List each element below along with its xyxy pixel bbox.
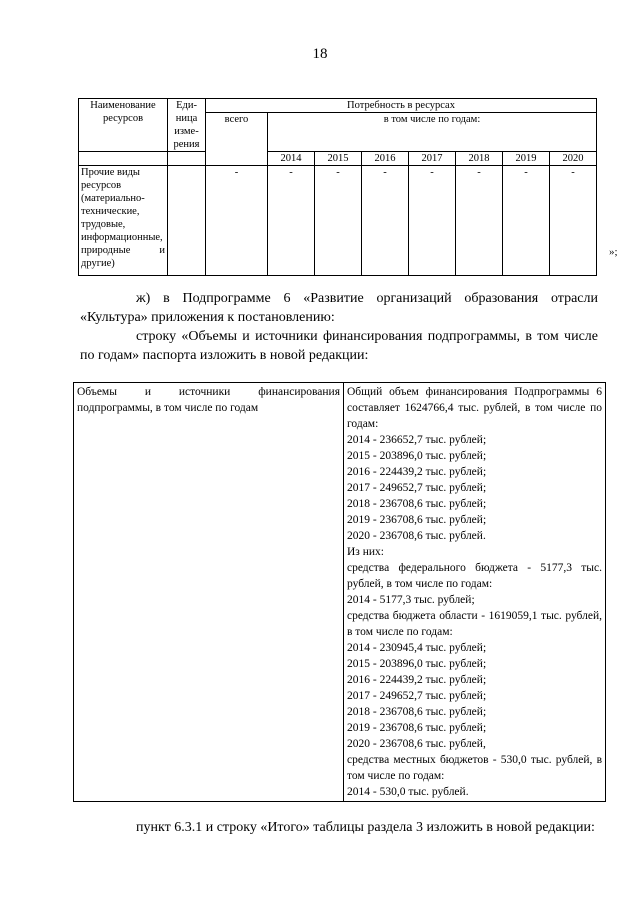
header-year: 2014	[268, 152, 315, 166]
financing-line: 2015 - 203896,0 тыс. рублей;	[347, 658, 487, 670]
financing-line: 2017 - 249652,7 тыс. рублей;	[347, 482, 487, 494]
financing-label: Объемы и источники финансирования подпрограммы, в том числе по годам	[74, 383, 344, 802]
resources-table	[78, 98, 597, 276]
financing-line: 2014 - 236652,7 тыс. рублей;	[347, 434, 487, 446]
row-unit	[168, 166, 206, 276]
header-year: 2019	[503, 152, 550, 166]
row-value: -	[315, 166, 362, 276]
financing-details	[344, 383, 606, 802]
paragraph-item-6-3-1: пункт 6.3.1 и строку «Итого» таблицы раздела 3 изложить в новой редакции:	[136, 820, 595, 835]
row-name: Прочие виды ресурсов (материально- технические, трудовые, информационные, природные и другие)	[79, 166, 168, 276]
financing-line: Из них:	[347, 546, 384, 558]
financing-line: 2018 - 236708,6 тыс. рублей;	[347, 706, 487, 718]
financing-line: 2015 - 203896,0 тыс. рублей;	[347, 450, 487, 462]
financing-line: 2017 - 249652,7 тыс. рублей;	[347, 690, 487, 702]
financing-line: 2014 - 530,0 тыс. рублей.	[347, 786, 469, 798]
financing-line: 2020 - 236708,6 тыс. рублей.	[347, 530, 486, 542]
header-year: 2016	[362, 152, 409, 166]
financing-line: 2020 - 236708,6 тыс. рублей,	[347, 738, 486, 750]
financing-line: средства бюджета области - 1619059,1 тыс. рублей, в том числе по годам:	[347, 610, 602, 638]
row-value: -	[362, 166, 409, 276]
header-unit: Еди-ница изме-рения	[168, 99, 206, 152]
header-year: 2015	[315, 152, 362, 166]
header-year: 2018	[456, 152, 503, 166]
row-value: -	[409, 166, 456, 276]
financing-line: 2014 - 5177,3 тыс. рублей;	[347, 594, 475, 606]
page-number: 18	[312, 46, 328, 62]
financing-line: 2016 - 224439,2 тыс. рублей;	[347, 674, 487, 686]
row-value: -	[456, 166, 503, 276]
header-need: Потребность в ресурсах	[206, 99, 597, 113]
row-total: -	[206, 166, 268, 276]
financing-line: Общий объем финансирования Подпрограммы 6 составляет 1624766,4 тыс. рублей, в том числе по годам:	[347, 386, 602, 430]
financing-line: средства местных бюджетов - 530,0 тыс. рублей, в том числе по годам:	[347, 754, 602, 782]
row-value: -	[503, 166, 550, 276]
header-year: 2020	[550, 152, 597, 166]
financing-line: средства федерального бюджета - 5177,3 тыс. рублей, в том числе по годам:	[347, 562, 602, 590]
financing-line: 2019 - 236708,6 тыс. рублей;	[347, 514, 487, 526]
closing-quote: »;	[609, 246, 618, 258]
header-name: Наименование ресурсов	[79, 99, 168, 152]
header-by-years: в том числе по годам:	[268, 113, 597, 152]
financing-line: 2019 - 236708,6 тыс. рублей;	[347, 722, 487, 734]
financing-line: 2016 - 224439,2 тыс. рублей;	[347, 466, 487, 478]
financing-line: 2014 - 230945,4 тыс. рублей;	[347, 642, 487, 654]
financing-line: 2018 - 236708,6 тыс. рублей;	[347, 498, 487, 510]
row-value: -	[550, 166, 597, 276]
financing-table	[73, 382, 606, 802]
paragraph-subprogram-6: ж) в Подпрограмме 6 «Развитие организаций образования отрасли «Культура» приложения к постановлению:	[80, 291, 598, 325]
paragraph-line-replace: строку «Объемы и источники финансирования подпрограммы, в том числе по годам» паспорта изложить в новой редакции:	[80, 329, 598, 363]
row-value: -	[268, 166, 315, 276]
header-year: 2017	[409, 152, 456, 166]
header-total: всего	[206, 113, 268, 166]
